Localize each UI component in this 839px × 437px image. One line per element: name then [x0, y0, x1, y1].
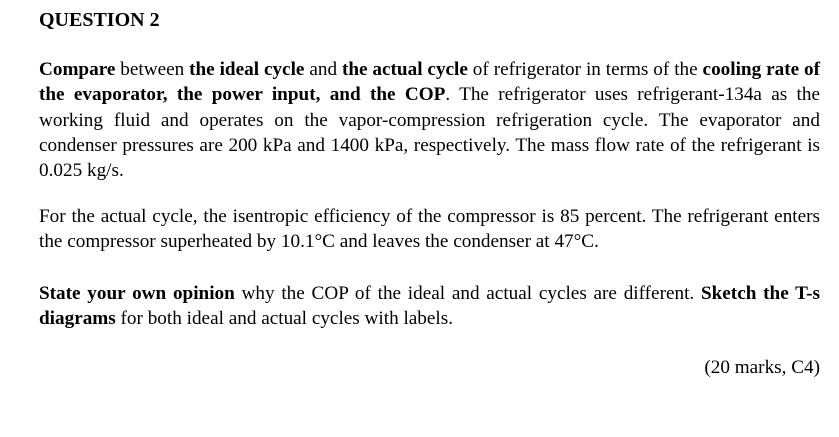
question-heading: QUESTION 2: [39, 9, 160, 31]
body-text: For the actual cycle, the isentropic efficiency of the compressor is 85 percent. The refrigerant enters the compressor superheated by 10.1°C and leaves the condenser at 47°C.: [39, 206, 820, 253]
emphasized-text: Sketch the T-s diagrams: [39, 283, 821, 330]
emphasized-text: State your own opinion: [39, 283, 235, 304]
question-paragraph-2: [39, 204, 820, 255]
emphasized-text: the actual cycle: [341, 59, 468, 80]
body-text: of refrigerator in terms of the: [467, 59, 703, 80]
body-text: and: [304, 59, 342, 80]
marks-allocation: (20 marks, C4): [704, 357, 820, 378]
question-paragraph-1: [39, 57, 820, 183]
emphasized-text: cooling rate of the evaporator, the power input, and the COP: [39, 59, 820, 106]
body-text: . The refrigerator uses refrigerant-134a as the working fluid and operates on the vapor-compression refrigeration cycle. The evaporator and condenser pressures are 200 kPa and 1400 kPa, respectively. The mass flow rate of the refrigerant is 0.025 kg/s.: [39, 84, 820, 182]
body-text: why the COP of the ideal and actual cycles are different.: [234, 283, 701, 304]
body-text: between: [115, 59, 190, 80]
body-text: for both ideal and actual cycles with labels.: [115, 308, 454, 330]
emphasized-text: the ideal cycle: [189, 59, 305, 80]
question-paragraph-3: [39, 281, 820, 332]
emphasized-text: Compare: [39, 59, 116, 80]
